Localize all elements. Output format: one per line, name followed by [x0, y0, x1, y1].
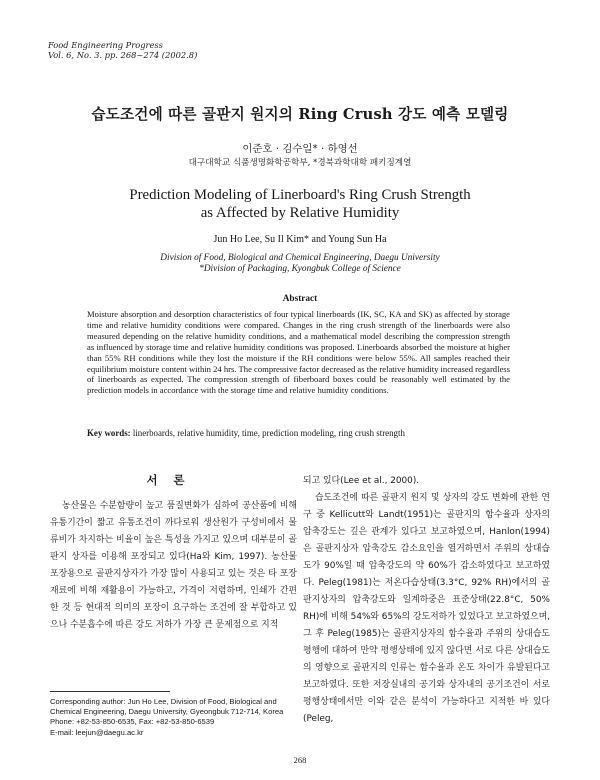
journal-citation — [48, 40, 197, 60]
keywords-label: Key words: — [87, 428, 131, 438]
abstract-heading: Abstract — [282, 294, 318, 304]
right-paragraph: 습도조건에 따른 골판지 원지 및 상자의 강도 변화에 관한 연구 중 Kellicutt와 Landt(1951)는 골판지의 함수율과 상자의 압축강도는 깊은 관계가 있다고 보고하였으며, Hanlon(1994)은 골판지상자 압축강도 감소요인을 열거하면서 주위의 상대습도가 90%일 때 압축강도의 약 60%가 감소하였다고 보고하였다. Peleg(1981)는 저온다습상태(3.3°C, 92% RH)에서의 골판지상자의 압축강도와 일계하중은 표준상태(22.8°C, 50% RH)에 비해 54%와 65%의 강도저하가 있었다고 보고하였으며, 그 후 Peleg(1985)는 골판지상자의 함수율과 주위의 상대습도 평행에 대하여 만약 평행상태에 있지 않다면 서로 다른 상대습도의 영향으로 골판지의 인류는 함수율과 온도 차이가 유발된다고 보고하였다. 또한 저장실내의 공기와 상자내의 공기조건이 서로 평행상태에서만 이와 같은 분석이 가능하다고 지적한 바 있다(Peleg, — [303, 493, 550, 724]
right-column — [303, 473, 550, 728]
korean-title: 습도조건에 따른 골판지 원지의 Ring Crush 강도 예측 모델링 — [91, 106, 509, 123]
footnote-divider — [50, 691, 170, 692]
keywords — [87, 428, 517, 438]
footnote-corresponding: Corresponding author: Jun Ho Lee, Division of Food, Biological and Chemical Engineering, Daegu University, Gyeongbuk 712-714, Korea — [50, 697, 284, 717]
english-title-line2: as Affected by Relative Humidity — [200, 205, 400, 221]
english-affiliation-line2: *Division of Packaging, Kyongbuk College of Science — [199, 264, 401, 275]
section-heading-introduction: 서론 — [146, 473, 201, 487]
left-column — [50, 498, 297, 634]
korean-affiliation: 대구대학교 식품생명화학공학부, *경북과학대학 패키징계열 — [188, 158, 412, 168]
keywords-text: linerboards, relative humidity, time, prediction modeling, ring crush strength — [130, 428, 405, 438]
korean-authors: 이준호 · 김수일* · 하영선 — [242, 143, 358, 155]
english-title-line1: Prediction Modeling of Linerboard's Ring Crush Strength — [129, 187, 471, 203]
journal-volume: Vol. 6, No. 3. pp. 268~274 (2002.8) — [48, 50, 198, 60]
right-continuation: 되고 있다(Lee et al., 2000). — [303, 476, 420, 486]
journal-name: Food Engineering Progress — [48, 40, 163, 50]
english-title — [0, 186, 600, 222]
english-authors: Jun Ho Lee, Su Il Kim* and Young Sun Ha — [213, 234, 387, 245]
footnote-phone: Phone: +82-53-850-6535, Fax: +82-53-850-6539 — [50, 717, 215, 727]
footnote-email: E-mail: leejun@daegu.ac.kr — [50, 727, 144, 737]
page-number: 268 — [293, 755, 307, 765]
english-affiliation-line1: Division of Food, Biological and Chemical Engineering, Daegu University — [160, 253, 440, 263]
abstract-body: Moisture absorption and desorption characteristics of four typical linerboards (IK, SC, KA and SK) as affected by storage time and relative humidity conditions were compared. Changes in the ring crush strength of the linerboards were also measured depending on the relative humidity conditions, and a mathematical model describing the compression strength as influenced by storage time and relative humidity conditions was proposed. Linerboards absorbed the moisture at higher than 55% RH conditions while they lost the moisture if the RH conditions were below 55%. All samples reached their equilibrium moisture content within 24 hrs. The compressive factor decreased as the relative humidity increased regardless of linerboards as expected. The compression strength of fiberboard boxes could be reasonably well estimated by the prediction models in accordance with the storage time and relative humidity conditions. — [87, 309, 510, 396]
footnote — [50, 697, 290, 738]
english-affiliation — [0, 253, 600, 275]
left-paragraph: 농산물은 수분함량이 높고 품질변화가 심하여 공산품에 비해 유통기간이 짧고 유통조건이 까다로워 생산원가 구성비에서 물류비가 차지하는 비율이 높은 특성을 가지고 있으며 대부분이 골판지 상자를 이용해 포장되고 있다(Ha와 Kim, 1997). 농산물 포장용으로 골판지상자가 가장 많이 사용되고 있는 것은 타 포장재료에 비해 재활용이 가능하고, 가격이 저렴하며, 인쇄가 간편한 것 등 현대적 의미의 포장이 요구하는 조건에 잘 부합하고 있으나 수분흡수에 따른 강도 저하가 가장 큰 문제점으로 지적 — [50, 501, 297, 630]
